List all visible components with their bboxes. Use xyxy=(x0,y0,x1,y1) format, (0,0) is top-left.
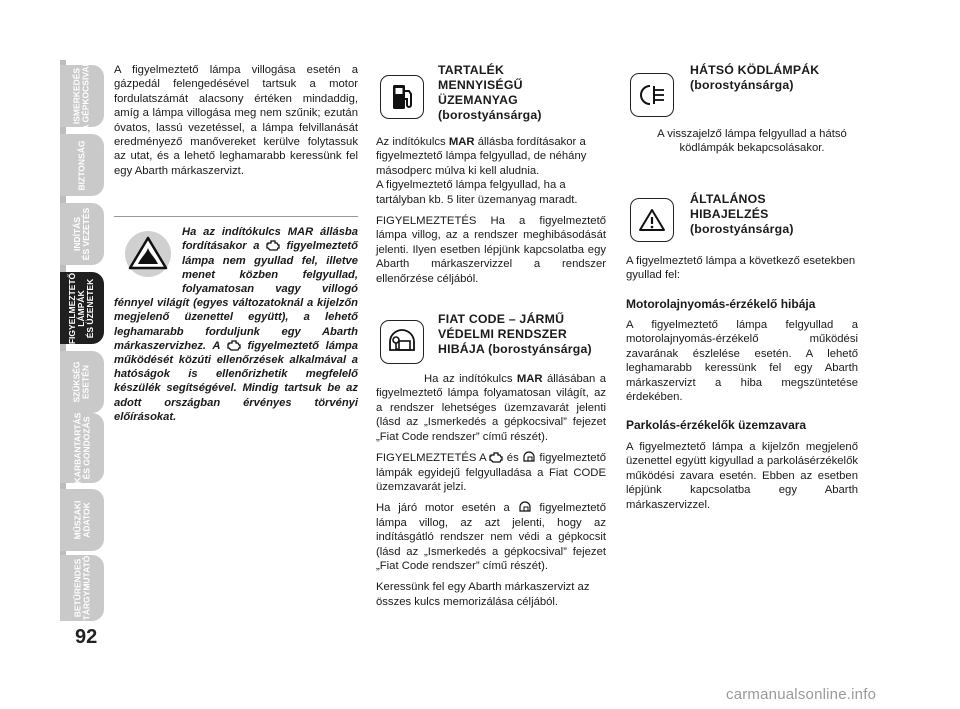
tab-label: INDÍTÁS ÉS VEZETÉS xyxy=(72,207,91,261)
general-intro: A figyelmeztető lámpa a következő esetekben gyullad fel: xyxy=(626,254,856,282)
watermark: carmanualsonline.info xyxy=(726,686,877,703)
text: Az indítókulcs xyxy=(376,136,449,148)
fuel-title-line: ÜZEMANYAG xyxy=(438,93,518,107)
fiat-code-section xyxy=(376,312,606,368)
text: állásba fordításakor a figyelmeztető lámpa felgyullad, de néhány másodperc múlva ki kell aludnia. xyxy=(376,136,587,177)
code-paragraph-3 xyxy=(376,501,606,573)
tab-biztonsag[interactable] xyxy=(60,134,104,196)
general-fault-title-line: HIBAJELZÉS xyxy=(690,206,769,221)
text: FIGYELMEZTETÉS A xyxy=(376,452,490,465)
fuel-color: (borostyánsárga) xyxy=(438,108,542,122)
engine-icon xyxy=(227,339,241,351)
rear-fog-section xyxy=(626,63,858,121)
fiat-code-title xyxy=(438,312,606,357)
immobilizer-icon xyxy=(518,501,532,513)
fiat-code-title-line: HIBÁJA xyxy=(438,342,485,357)
divider xyxy=(114,216,358,217)
warning-triangle-icon xyxy=(124,230,172,278)
page-number: 92 xyxy=(75,626,98,648)
warning-text-2: figyelmeztető lámpa nem gyullad fel, illetve menet közben felgyullad, folyamatosan vagy villogó fénnyel világít (egyes változatoknál a kijelzőn megjelenő üzenettel együtt), a lehető leghamarabb forduljunk egy Abarth márkaszervizhez. A xyxy=(114,240,358,352)
tab-szukseg-eseten[interactable] xyxy=(60,351,104,413)
fuel-paragraph-1 xyxy=(376,135,606,178)
tab-label: ISMERKEDÉS A GÉPKOCSIVAL xyxy=(72,61,91,131)
column-1 xyxy=(114,63,358,424)
tab-targymutato[interactable] xyxy=(60,555,104,621)
rear-fog-title xyxy=(690,63,858,93)
tab-label: BIZTONSÁG xyxy=(76,140,87,190)
tab-label: MŰSZAKI ADATOK xyxy=(71,500,91,540)
text: és xyxy=(503,452,523,465)
tab-ismerkedes[interactable] xyxy=(60,61,104,131)
rear-fog-text: A visszajelző lámpa felgyullad a hátsó ködlámpák bekapcsolásakor. xyxy=(657,128,847,155)
immobilizer-icon xyxy=(522,451,536,463)
engine-icon xyxy=(489,451,503,463)
general-fault-color: (borostyánsárga) xyxy=(690,221,794,236)
tab-inditas[interactable] xyxy=(60,203,104,265)
text: állásában a figyelmeztető lámpa folyamatosan világít, az a rendszer lehetséges üzemzavarát jelenti (lásd az „Ismerkedés a gépkocsival” fejezet „Fiat Code rendszer” című részét). xyxy=(376,373,606,443)
column-3 xyxy=(626,63,858,519)
engine-icon xyxy=(266,239,280,251)
text: Ha járó motor esetén a xyxy=(376,502,518,515)
mar-label: MAR xyxy=(448,136,475,148)
tab-figyelmezteto-lampak[interactable] xyxy=(60,272,104,344)
general-fault-title xyxy=(690,192,858,237)
fuel-title-line: MENNYISÉGŰ xyxy=(438,78,523,92)
general-fault-title-line: ÁLTALÁNOS xyxy=(690,191,766,206)
tab-label: BETŰRENDES TÁRGYMUTATÓ xyxy=(72,555,91,621)
fuel-paragraph-2: A figyelmeztető lámpa felgyullad, ha a tartályban kb. 5 liter üzemanyag maradt. xyxy=(376,179,578,206)
fuel-reserve-section xyxy=(376,63,606,123)
parking-sensor-text: A figyelmeztető lámpa a kijelzőn megjelenő üzenettel együtt kigyullad a parkolásérzékelők működési zavara esetén. Ebben az esetben lépjünk kapcsolatba egy Abarth márkaszervizzel. xyxy=(626,440,858,511)
warning-note xyxy=(114,225,358,424)
fiat-code-title-line: FIAT CODE – JÁRMŰ xyxy=(438,312,565,327)
warning-text-1: Ha az indítókulcs MAR állásba fordításakor a xyxy=(182,226,358,253)
fuel-pump-icon xyxy=(380,75,424,119)
code-paragraph-2 xyxy=(376,451,606,494)
general-warning-icon xyxy=(630,198,674,242)
immobilizer-key-icon xyxy=(380,320,424,364)
mar-label: MAR xyxy=(516,373,543,386)
rear-fog-title-line: HÁTSÓ KÖDLÁMPÁK xyxy=(690,63,820,77)
tab-label: FIGYELMEZTETŐ LÁMPÁK ÉS ÜZENETEK xyxy=(67,272,96,344)
warning-text-3: figyelmeztető lámpa működését közúti ellenőrzések alkalmával a hatóságok is ellenőrizhetik megfelelő készülék segítségével. Mindig tartsuk be az adott országban érvényes törvényi előírásokat. xyxy=(114,339,358,423)
rear-fog-color: (borostyánsárga) xyxy=(690,78,794,92)
tab-label: KARBANTARTÁS ÉS GONDOZÁS xyxy=(72,412,92,484)
tab-muszaki-adatok[interactable] xyxy=(60,489,104,551)
fiat-code-color: (borostyánsárga) xyxy=(488,342,592,357)
code-paragraph-1 xyxy=(376,372,606,444)
fiat-code-title-line: VÉDELMI RENDSZER xyxy=(438,327,567,342)
oil-sensor-title: Motorolajnyomás-érzékelő hibája xyxy=(626,296,816,311)
intro-paragraph: A figyelmeztető lámpa villogása esetén a gázpedál felengedésével tartsuk a motor fordulatszámát alacsony értéken mindaddig, amíg a lámpa villogása meg nem szűnik; ezután óvatos, lassú vezetéssel, a lámpa felvillanását eredményező manővereket kerülve folytassuk az utat, és a lehető leghamarabb keressünk fel egy Abarth márkaszervizt. xyxy=(114,64,358,177)
text: figyelmeztető lámpa villog, az azt jelenti, hogy az indításgátló rendszer nem védi a gépkocsit (lásd az „Ismerkedés a gépkocsival” fejezet „Fiat Code rendszer” című részét). xyxy=(376,502,606,572)
fuel-paragraph-3: FIGYELMEZTETÉS Ha a figyelmeztető lámpa villog, az a rendszer meghibásodását jelenti. Ilyen esetben lépjünk kapcsolatba egy Abarth márkaszervizzel a rendszer ellenőrzése céljából. xyxy=(376,215,606,285)
code-paragraph-4: Keressünk fel egy Abarth márkaszervizt az összes kulcs memorizálása céljából. xyxy=(376,581,590,608)
fuel-title xyxy=(438,63,606,123)
tab-label: SZÜKSÉG ESETÉN xyxy=(72,361,91,403)
fuel-title-line: TARTALÉK xyxy=(438,63,505,77)
general-fault-section xyxy=(626,192,858,246)
oil-sensor-text: A figyelmeztető lámpa felgyullad a motorolajnyomás-érzékelő működési zavarának észlelése esetén. A lehető leghamarabb keressünk fel egy Abarth márkaszervizt a hiba megszüntetése érdekében. xyxy=(626,319,858,404)
rear-fog-light-icon xyxy=(630,73,674,117)
parking-sensor-title: Parkolás-érzékelők üzemzavara xyxy=(626,418,807,433)
text: Ha az indítókulcs xyxy=(424,373,517,386)
text: figyelmeztető lámpák egyidejű felgyulladása a Fiat CODE üzemzavarát jelzi. xyxy=(376,452,606,493)
column-2 xyxy=(376,63,606,616)
tab-karbantartas[interactable] xyxy=(60,413,104,483)
